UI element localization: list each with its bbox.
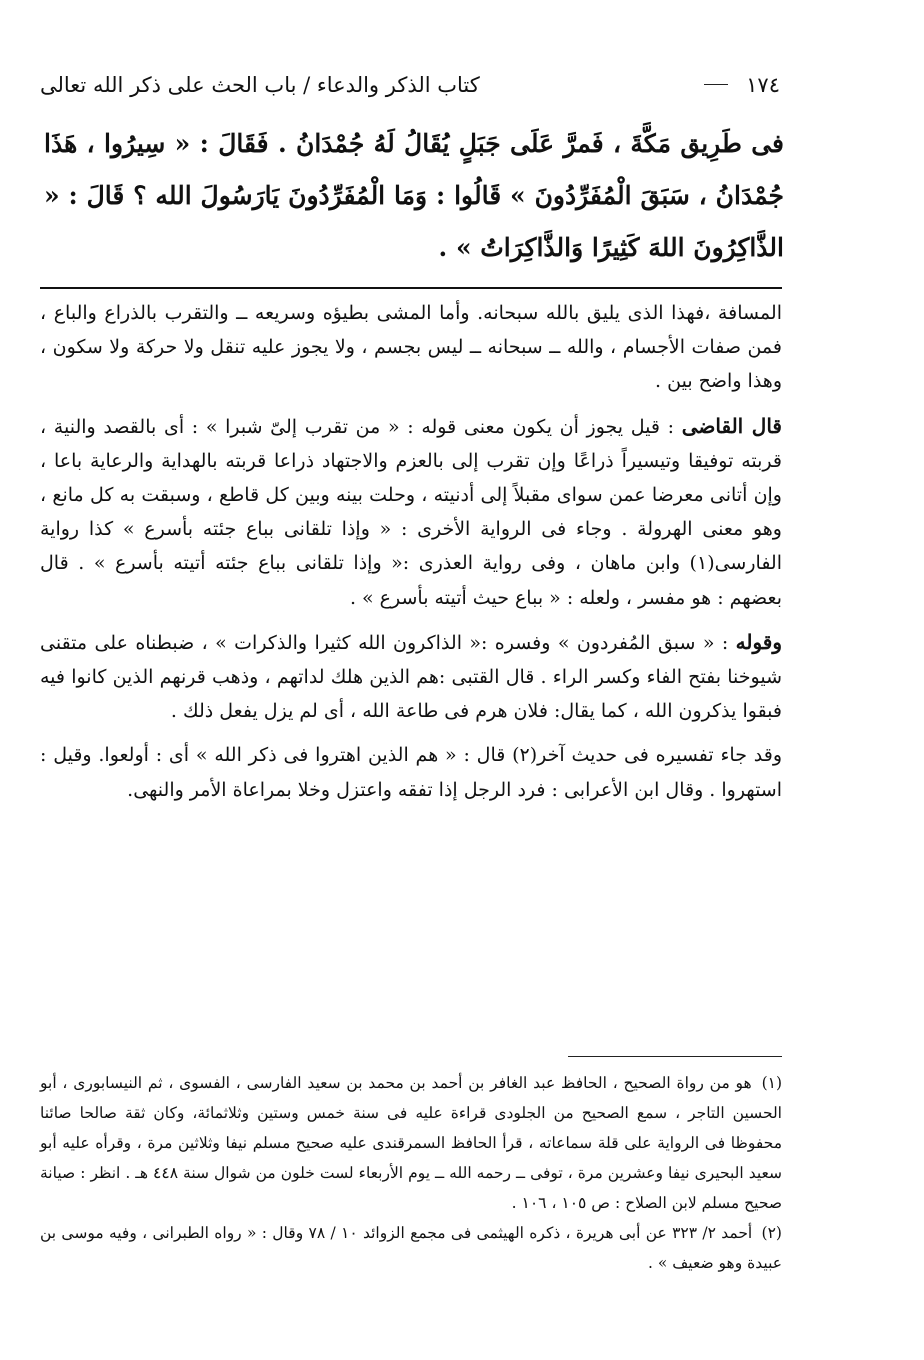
running-head-title: كتاب الذكر والدعاء / باب الحث على ذكر الله تعالى [40, 73, 480, 97]
commentary-paragraph [40, 738, 782, 806]
commentary-paragraph [40, 409, 782, 615]
paragraph-text: : « سبق المُفردون » وفسره :« الذاكرون الله كثيرا والذكرات » ، ضبطناه على متقنى شيوخنا بفتح الفاء وكسر الراء . قال القتبى :هم الذين هلك لداتهم ، وذهب قرنهم الذين كانوا فيه فبقوا يذكرون الله ، كما يقال: فلان هرم فى طاعة الله ، أى لم يزل يفعل ذلك . [40, 631, 782, 723]
footnote-number: (٢) [761, 1224, 782, 1242]
page-number: ١٧٤ [746, 73, 780, 97]
footnote [40, 1218, 782, 1278]
footnote-number: (١) [761, 1074, 783, 1092]
paragraph-lead: قال القاضى [681, 413, 782, 438]
hadith-text: فى طَرِيق مَكَّةَ ، فَمرَّ عَلَى جَبَلٍ يُقَالُ لَهُ جُمْدَانُ . فَقَالَ : « سِيرُوا ، هَذَا جُمْدَانُ ، سَبَقَ الْمُفَرِّدُونَ » قَالُوا : وَمَا الْمُفَرِّدُونَ يَارَسُولَ الله ؟ قَالَ : « الذَّاكِرُونَ اللهَ كَثِيرًا وَالذَّاكِرَاتُ » . [44, 129, 784, 262]
hadith-text-block [44, 118, 784, 274]
footnotes-block [40, 1068, 782, 1278]
commentary-block [40, 296, 782, 817]
main-divider [40, 287, 782, 289]
footnote [40, 1068, 782, 1218]
paragraph-text: وقد جاء تفسيره فى حديث آخر(٢) قال : « هم الذين اهتروا فى ذكر الله » أى : أولعوا. وقيل : استهروا . وقال ابن الأعرابى : فرد الرجل إذا تفقه واعتزل وخلا بمراعاة الأمر والنهى. [40, 744, 783, 801]
paragraph-text: : قيل يجوز أن يكون معنى قوله : « من تقرب إلىّ شبرا » : أى بالقصد والنية ، قربته توفيقا وتيسيراً ذراعًا وإن تقرب إلى بالعزم والاجتهاد ذراعا قربته بالهداية والرعاية باعا ، وإن أتانى معرضا عمن سواى مقبلاً إلى أدنيته ، وحلت بينه وبين كل قاطع ، وسبقت به كل مانع ، وهو معنى الهرولة . وجاء فى الرواية الأخرى : « وإذا تلقانى بباع جئته بأسرع » كذا رواية الفارسى(١) وابن ماهان ، وفى رواية العذرى :« وإذا تلقانى بباع جئته أتيته بأسرع » . قال بعضهم : هو مفسر ، ولعله : « بباع حيث أتيته بأسرع » . [40, 415, 782, 609]
running-head [40, 68, 780, 102]
footnote-text: هو من رواة الصحيح ، الحافظ عبد الغافر بن أحمد بن محمد بن سعيد الفارسى ، الفسوى ، ثم النيسابورى ، أبو الحسين التاجر ، سمع الصحيح من الجلودى قراءة عليه فى سنة خمس وستين وثلاثمائة، وكان ثقة صالحا صائنا محفوظا فى الرواية على قلة سماعاته ، قرأ الحافظ السمرقندى عليه صحيح مسلم نيفا وثلاثين مرة ، وقرأه عليه أبو سعيد البحيرى نيفا وعشرين مرة ، توفى ــ رحمه الله ــ يوم الأربعاء لست خلون من شوال سنة ٤٤٨ هـ . انظر : صيانة صحيح مسلم لابن الصلاح : ص ١٠٥ ، ١٠٦ . [40, 1074, 782, 1212]
paragraph-lead: وقوله [735, 629, 782, 654]
commentary-paragraph [40, 296, 782, 399]
commentary-paragraph [40, 625, 782, 729]
paragraph-text: المسافة ،فهذا الذى يليق بالله سبحانه. وأما المشى بطيؤه وسريعه ــ والتقرب بالذراع والباع ، فمن صفات الأجسام ، والله ــ سبحانه ــ ليس بجسم ، ولا يجوز عليه تنقل ولا حركة ولا سكون ، وهذا واضح بين . [40, 302, 782, 393]
running-head-rule [704, 84, 728, 85]
footnote-rule [568, 1056, 782, 1057]
footnote-text: أحمد ٢/ ٣٢٣ عن أبى هريرة ، ذكره الهيثمى فى مجمع الزوائد ١٠ / ٧٨ وقال : « رواه الطبرانى ، وفيه موسى بن عبيدة وهو ضعيف » . [40, 1224, 782, 1272]
